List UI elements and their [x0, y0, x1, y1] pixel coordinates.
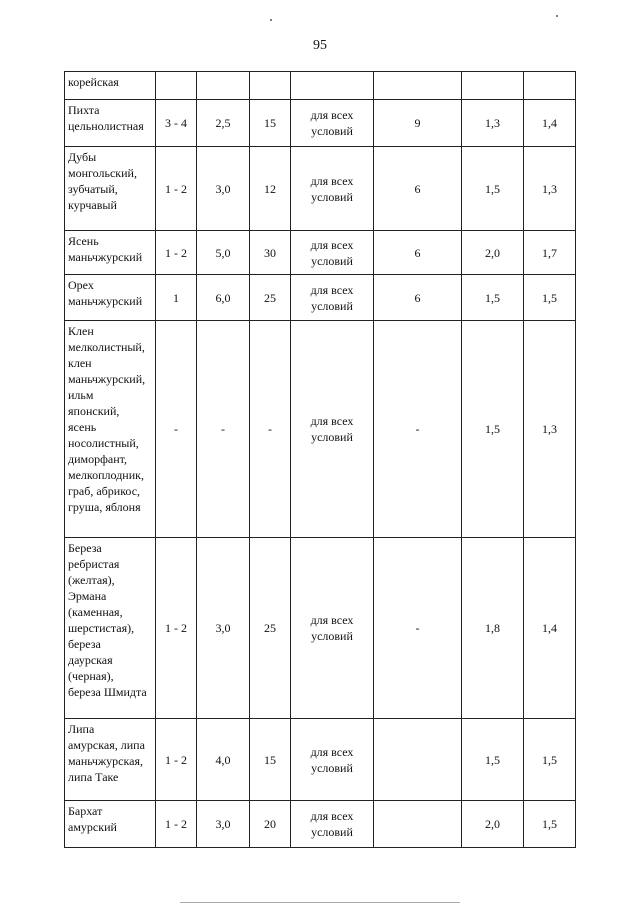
value-cell-c6: 1,3	[462, 100, 524, 147]
conditions-line: условий	[311, 629, 353, 643]
value-cell-c3: 15	[250, 719, 291, 801]
value-cell-c7	[524, 72, 576, 100]
species-name-line: зубчатый,	[68, 182, 118, 196]
species-name-line: мелколистный,	[68, 340, 145, 354]
value-cell-c7: 1,3	[524, 321, 576, 538]
conditions-cell	[291, 231, 374, 275]
value-cell-c1	[156, 72, 197, 100]
species-name-cell	[65, 147, 156, 231]
value-cell-c1: 1	[156, 275, 197, 321]
conditions-line: условий	[311, 430, 353, 444]
species-name-line: Ясень	[68, 234, 99, 248]
species-name-line: маньчжурская,	[68, 754, 143, 768]
conditions-cell	[291, 801, 374, 848]
species-name-line: Эрмана	[68, 589, 107, 603]
conditions-cell	[291, 275, 374, 321]
value-cell-c2: 5,0	[197, 231, 250, 275]
species-name-cell	[65, 801, 156, 848]
species-name-line: маньчжурский	[68, 294, 143, 308]
species-name-line: цельнолистная	[68, 119, 144, 133]
value-cell-c6: 1,5	[462, 719, 524, 801]
value-cell-c3: 25	[250, 538, 291, 719]
value-cell-c6: 2,0	[462, 231, 524, 275]
value-cell-c2: 6,0	[197, 275, 250, 321]
species-name-line: (желтая),	[68, 573, 115, 587]
value-cell-c3	[250, 72, 291, 100]
species-name-line: корейская	[68, 75, 119, 89]
species-name-line: ребристая	[68, 557, 120, 571]
value-cell-c6	[462, 72, 524, 100]
species-name-line: липа Таке	[68, 770, 119, 784]
conditions-line: условий	[311, 124, 353, 138]
value-cell-c2: 3,0	[197, 801, 250, 848]
page-number: 95	[313, 38, 327, 53]
table-row	[65, 719, 576, 801]
value-cell-c5: 6	[374, 275, 462, 321]
value-cell-c5: -	[374, 538, 462, 719]
value-cell-c5: 6	[374, 231, 462, 275]
value-cell-c5	[374, 719, 462, 801]
species-name-line: диморфант,	[68, 452, 127, 466]
species-name-cell	[65, 321, 156, 538]
conditions-line: для всех	[310, 173, 354, 188]
conditions-line: для всех	[310, 613, 354, 627]
value-cell-c7: 1,4	[524, 100, 576, 147]
value-cell-c5: 6	[374, 147, 462, 231]
value-cell-c2	[197, 72, 250, 100]
conditions-cell	[291, 100, 374, 147]
species-name-cell	[65, 719, 156, 801]
species-name-line: клен	[68, 356, 92, 370]
value-cell-c7: 1,7	[524, 231, 576, 275]
species-name-line: мелкоплодник,	[68, 468, 144, 482]
species-name-line: ильм	[68, 388, 94, 402]
table-body	[65, 72, 576, 848]
species-name-line: ясень	[68, 420, 97, 434]
conditions-line: для всех	[310, 108, 354, 122]
species-name-cell	[65, 100, 156, 147]
species-name-line: береза Шмидта	[68, 685, 147, 699]
conditions-line: для всех	[310, 414, 354, 428]
value-cell-c2: 3,0	[197, 538, 250, 719]
conditions-cell	[291, 147, 374, 231]
species-name-cell	[65, 72, 156, 100]
table-row	[65, 231, 576, 275]
value-cell-c5	[374, 72, 462, 100]
species-name-line: Липа	[68, 722, 95, 736]
value-cell-c1: 1 - 2	[156, 538, 197, 719]
value-cell-c1: 3 - 4	[156, 100, 197, 147]
value-cell-c1: 1 - 2	[156, 801, 197, 848]
conditions-line: для всех	[310, 237, 354, 252]
species-name-cell	[65, 275, 156, 321]
species-name-line: береза	[68, 637, 101, 651]
species-name-line: граб, абрикос,	[68, 484, 141, 498]
species-name-line: курчавый	[68, 198, 117, 212]
value-cell-c5: -	[374, 321, 462, 538]
species-name-line: Дубы	[68, 150, 97, 164]
value-cell-c6: 1,5	[462, 321, 524, 538]
value-cell-c7: 1,5	[524, 719, 576, 801]
conditions-line: условий	[311, 298, 353, 313]
value-cell-c2: 2,5	[197, 100, 250, 147]
value-cell-c5: 9	[374, 100, 462, 147]
species-name-line: Пихта	[68, 103, 100, 117]
value-cell-c7: 1,3	[524, 147, 576, 231]
species-name-line: монгольский,	[68, 166, 137, 180]
species-name-cell	[65, 231, 156, 275]
table-row	[65, 538, 576, 719]
species-name-line: маньчжурский	[68, 250, 143, 264]
value-cell-c3: 25	[250, 275, 291, 321]
species-name-line: маньчжурский,	[68, 372, 146, 386]
table-row	[65, 321, 576, 538]
conditions-line: для всех	[310, 809, 354, 823]
value-cell-c7: 1,5	[524, 275, 576, 321]
value-cell-c7: 1,4	[524, 538, 576, 719]
species-name-line: шерстистая),	[68, 621, 135, 635]
value-cell-c3: 30	[250, 231, 291, 275]
species-name-line: груша, яблоня	[68, 500, 141, 514]
conditions-line: для всех	[310, 744, 354, 759]
value-cell-c3: 12	[250, 147, 291, 231]
conditions-line: условий	[311, 189, 353, 204]
species-name-line: японский,	[68, 404, 120, 418]
conditions-cell	[291, 538, 374, 719]
value-cell-c1: 1 - 2	[156, 231, 197, 275]
conditions-line: для всех	[310, 282, 354, 297]
value-cell-c3: 20	[250, 801, 291, 848]
conditions-cell	[291, 72, 374, 100]
scan-speck	[556, 15, 558, 17]
scan-speck	[270, 19, 272, 21]
species-name-line: Береза	[68, 541, 102, 555]
species-name-line: Бархат	[68, 804, 103, 818]
conditions-cell	[291, 321, 374, 538]
species-name-line: Клен	[68, 324, 94, 338]
table-row	[65, 72, 576, 100]
value-cell-c3: 15	[250, 100, 291, 147]
value-cell-c7: 1,5	[524, 801, 576, 848]
value-cell-c5	[374, 801, 462, 848]
value-cell-c2: -	[197, 321, 250, 538]
conditions-line: условий	[311, 253, 353, 268]
value-cell-c6: 1,5	[462, 275, 524, 321]
value-cell-c3: -	[250, 321, 291, 538]
species-table	[64, 71, 576, 848]
species-name-line: даурская	[68, 653, 113, 667]
value-cell-c2: 3,0	[197, 147, 250, 231]
species-name-line: носолистный,	[68, 436, 139, 450]
table-row	[65, 801, 576, 848]
conditions-line: условий	[311, 825, 353, 839]
value-cell-c6: 1,5	[462, 147, 524, 231]
value-cell-c6: 1,8	[462, 538, 524, 719]
value-cell-c1: 1 - 2	[156, 719, 197, 801]
species-name-line: Орех	[68, 278, 94, 292]
species-name-line: (каменная,	[68, 605, 123, 619]
value-cell-c2: 4,0	[197, 719, 250, 801]
value-cell-c6: 2,0	[462, 801, 524, 848]
table-row	[65, 147, 576, 231]
species-name-line: амурский	[68, 820, 117, 834]
value-cell-c1: 1 - 2	[156, 147, 197, 231]
value-cell-c1: -	[156, 321, 197, 538]
table-row	[65, 100, 576, 147]
bottom-rule	[180, 902, 460, 903]
species-name-line: (черная),	[68, 669, 114, 683]
species-name-cell	[65, 538, 156, 719]
table-row	[65, 275, 576, 321]
conditions-line: условий	[311, 760, 353, 775]
species-name-line: амурская, липа	[68, 738, 145, 752]
conditions-cell	[291, 719, 374, 801]
